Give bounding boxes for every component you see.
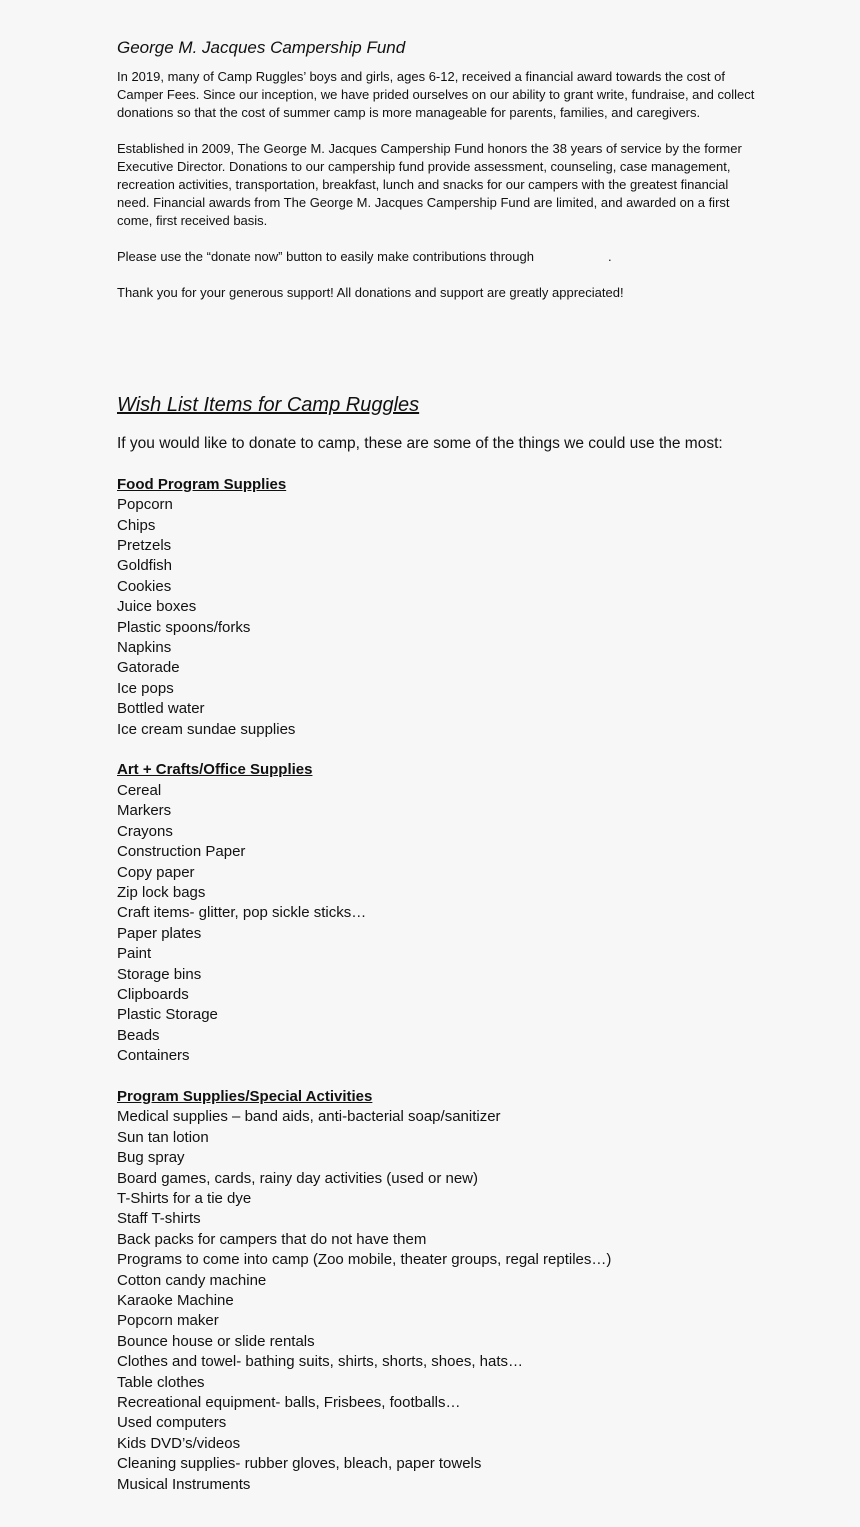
document-content <box>117 36 757 1515</box>
list-item: Bug spray <box>117 1149 185 1167</box>
list-item: Craft items- glitter, pop sickle sticks… <box>117 904 367 922</box>
list-item: Beads <box>117 1026 160 1044</box>
list-item: Sun tan lotion <box>117 1128 209 1146</box>
section-heading: Food Program Supplies <box>117 475 287 493</box>
list-item: Copy paper <box>117 863 195 881</box>
wishlist-title: Wish List Items for Camp Ruggles <box>117 394 420 416</box>
list-item: Staff T-shirts <box>117 1210 201 1228</box>
section-gap <box>117 320 757 392</box>
list-item: Recreational equipment- balls, Frisbees, footballs… <box>117 1394 461 1412</box>
list-item: Ice cream sundae supplies <box>117 720 296 738</box>
list-item: Medical supplies – band aids, anti-bacterial soap/sanitizer <box>117 1108 501 1126</box>
section-food-program <box>117 475 757 740</box>
list-item: Construction Paper <box>117 843 246 861</box>
list-item: Napkins <box>117 639 172 657</box>
list-item: Back packs for campers that do not have them <box>117 1230 427 1248</box>
list-item: Popcorn maker <box>117 1312 219 1330</box>
list-item: Storage bins <box>117 965 202 983</box>
list-item: Plastic spoons/forks <box>117 618 251 636</box>
list-item: Kids DVD’s/videos <box>117 1434 241 1452</box>
list-item: Used computers <box>117 1414 227 1432</box>
list-item: Markers <box>117 802 172 820</box>
fund-paragraph-1: In 2019, many of Camp Ruggles’ boys and girls, ages 6-12, received a financial award towards the cost of Camper Fees. Since our inception, we have prided ourselves on our ability to grant write, fundraise, and collect donations so that the cost of summer camp is more manageable for parents, families, and caregivers. <box>117 69 755 120</box>
list-item: Gatorade <box>117 659 180 677</box>
list-item: Cotton candy machine <box>117 1271 267 1289</box>
list-item: Goldfish <box>117 557 173 575</box>
donate-paragraph <box>117 248 757 266</box>
list-item: Bounce house or slide rentals <box>117 1332 315 1350</box>
list-item: Popcorn <box>117 496 173 514</box>
list-item: Clipboards <box>117 985 189 1003</box>
list-item: Karaoke Machine <box>117 1292 234 1310</box>
donate-text: Please use the “donate now” button to easily make contributions through <box>117 249 534 264</box>
list-item: Plastic Storage <box>117 1006 218 1024</box>
section-heading: Art + Crafts/Office Supplies <box>117 761 313 779</box>
list-item: Cookies <box>117 577 172 595</box>
list-item: Board games, cards, rainy day activities (used or new) <box>117 1169 478 1187</box>
list-item: Ice pops <box>117 679 174 697</box>
list-item: Musical Instruments <box>117 1475 251 1493</box>
donate-end: . <box>607 249 612 264</box>
list-item: Chips <box>117 516 156 534</box>
list-item: Juice boxes <box>117 598 197 616</box>
list-item: Paper plates <box>117 924 202 942</box>
list-item: Clothes and towel- bathing suits, shirts, shorts, shoes, hats… <box>117 1353 524 1371</box>
list-item: Cleaning supplies- rubber gloves, bleach, paper towels <box>117 1455 482 1473</box>
list-item: Crayons <box>117 822 173 840</box>
section-art-crafts-office <box>117 760 757 1066</box>
list-item: Table clothes <box>117 1373 205 1391</box>
section-heading: Program Supplies/Special Activities <box>117 1087 373 1105</box>
list-item: Bottled water <box>117 700 205 718</box>
list-item: Pretzels <box>117 537 172 555</box>
list-item: Programs to come into camp (Zoo mobile, theater groups, regal reptiles…) <box>117 1251 612 1269</box>
list-item: Cereal <box>117 781 162 799</box>
fund-paragraph-2: Established in 2009, The George M. Jacques Campership Fund honors the 38 years of service by the former Executive Director. Donations to our campership fund provide assessment, counseling, case management, recreation activities, transportation, breakfast, lunch and snacks for our campers with the greatest financial need. Financial awards from The George M. Jacques Campership Fund are limited, and awarded on a first come, first received basis. <box>117 141 742 228</box>
list-item: Containers <box>117 1047 190 1065</box>
thanks-paragraph: Thank you for your generous support! All donations and support are greatly appreciated! <box>117 285 624 300</box>
fund-title: George M. Jacques Campership Fund <box>117 38 406 57</box>
wishlist-intro: If you would like to donate to camp, these are some of the things we could use the most: <box>117 435 723 452</box>
list-item: T-Shirts for a tie dye <box>117 1189 252 1207</box>
list-item: Paint <box>117 945 152 963</box>
section-program-special-activities <box>117 1087 757 1495</box>
list-item: Zip lock bags <box>117 883 206 901</box>
